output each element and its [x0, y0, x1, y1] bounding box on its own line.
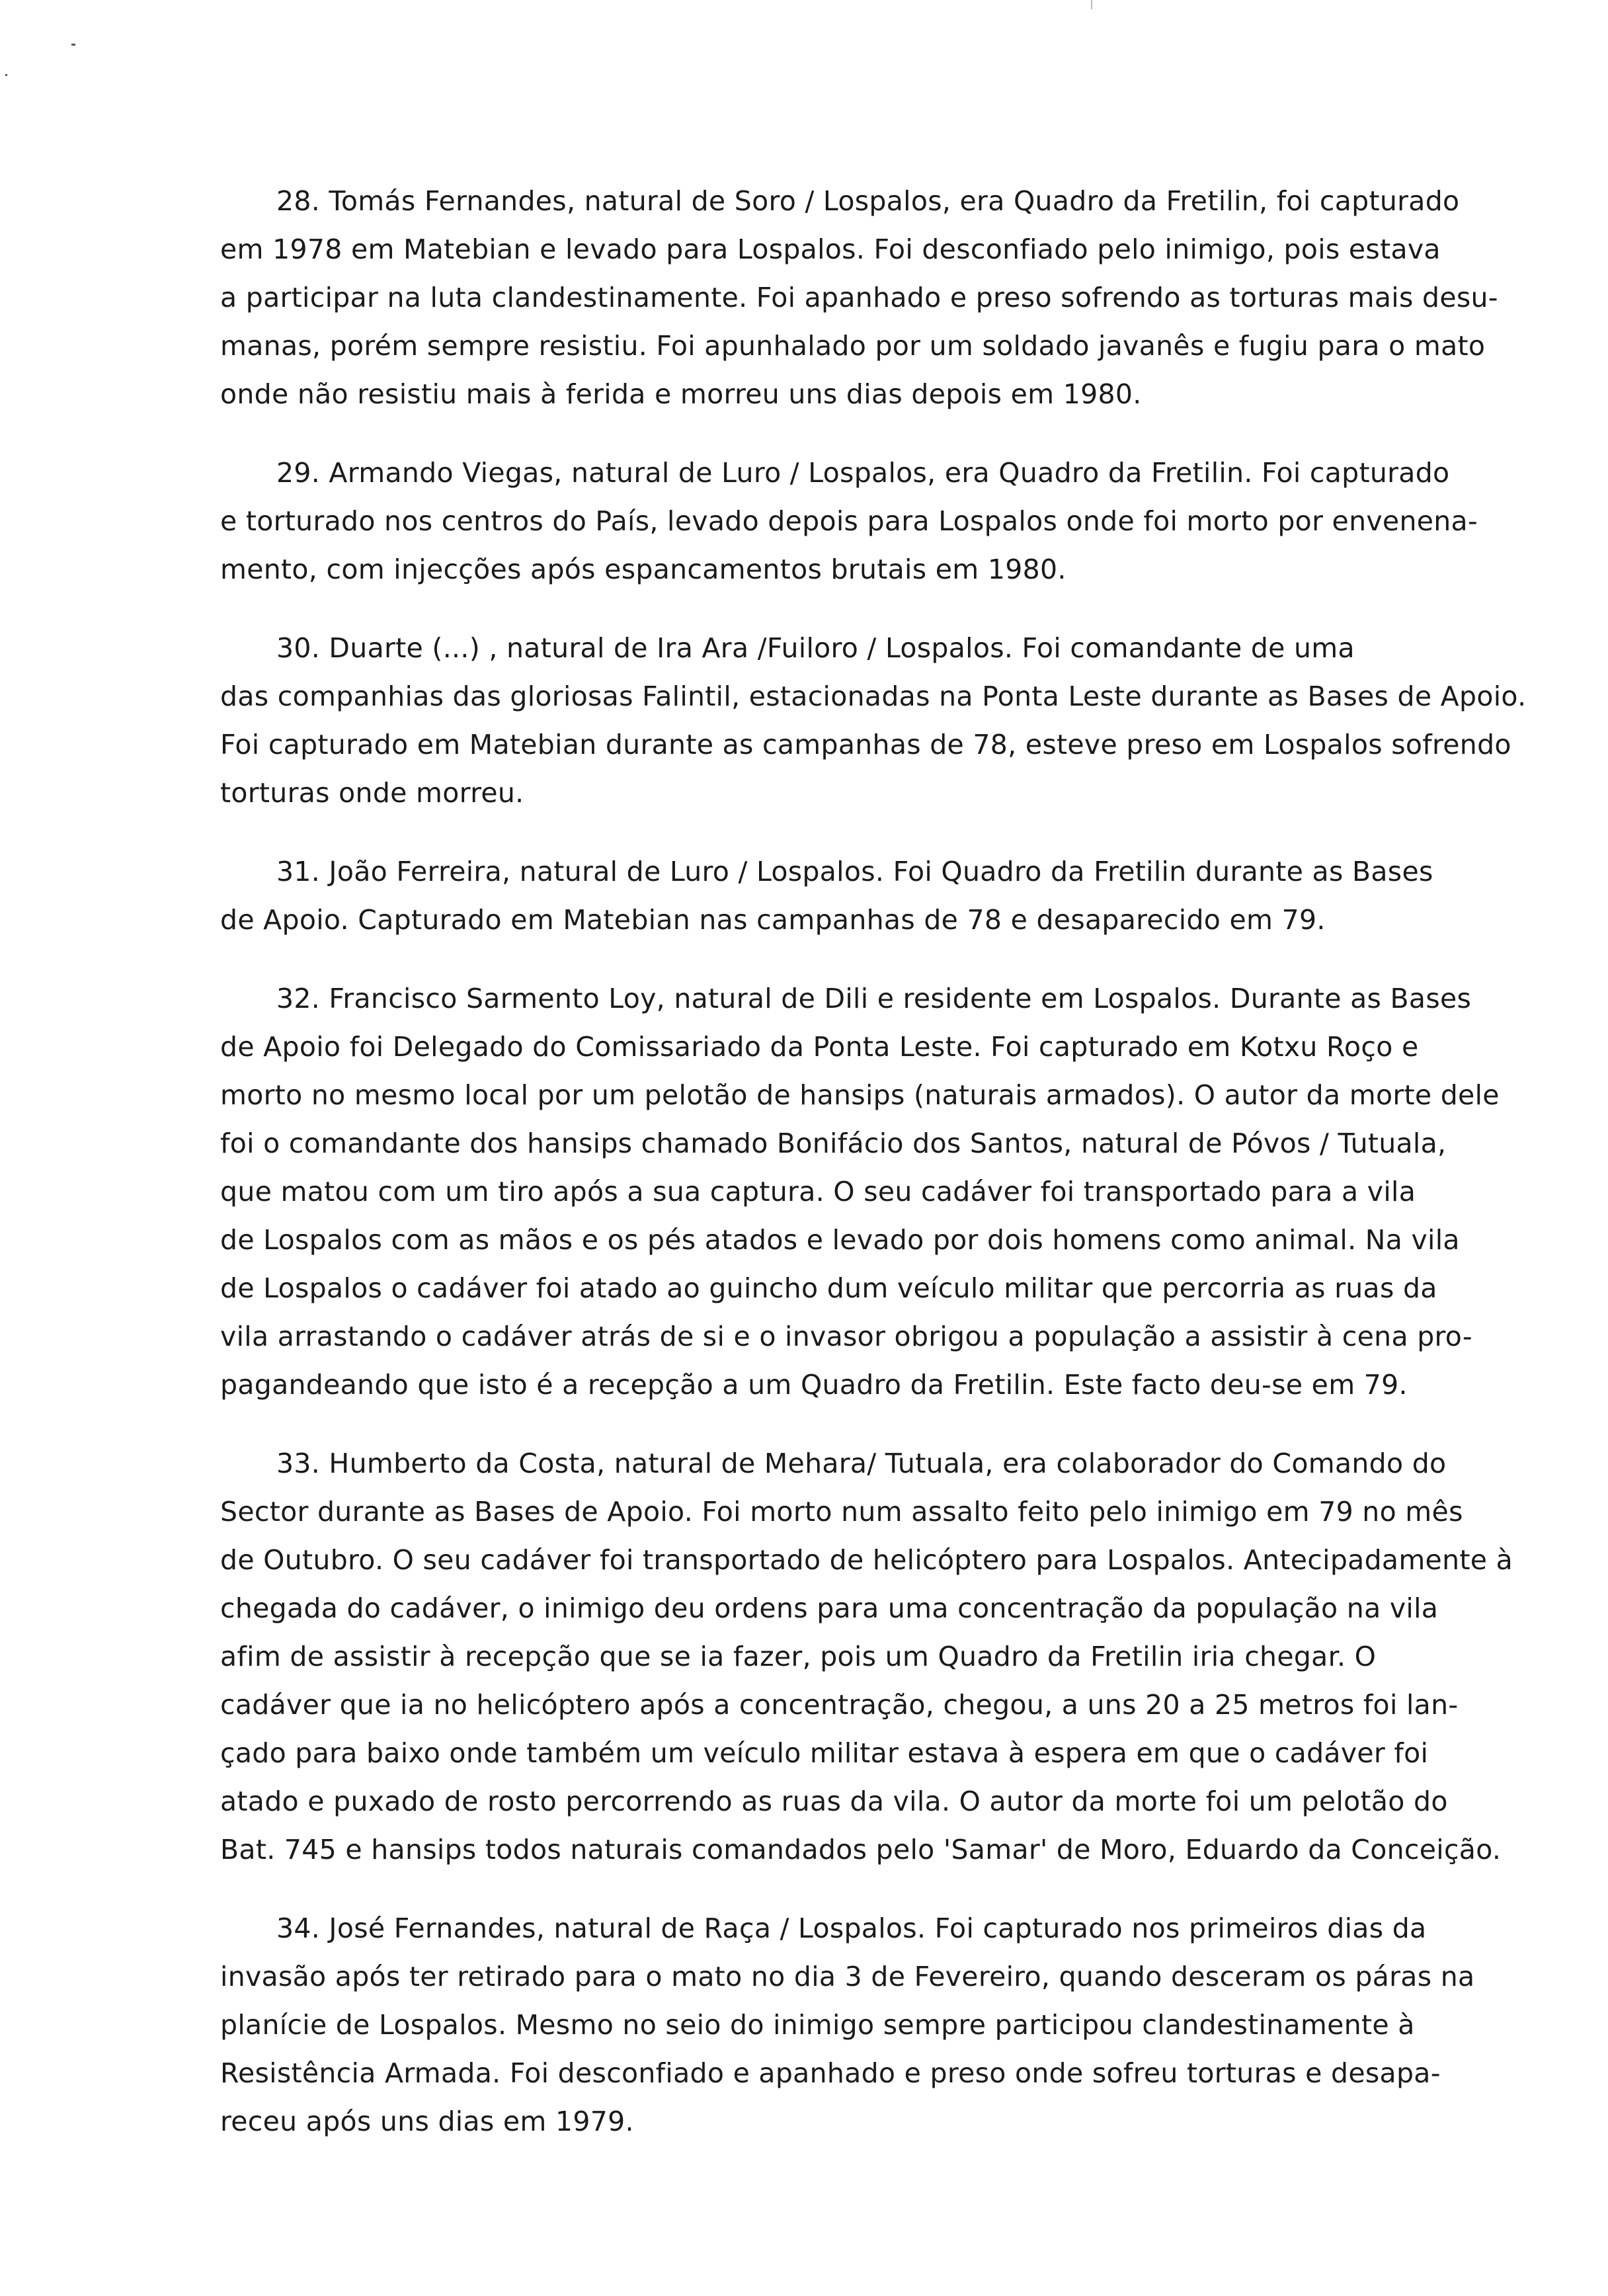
text-line: Sector durante as Bases de Apoio. Foi morto num assalto feito pelo inimigo em 79 no mês — [220, 1496, 1463, 1528]
text-line: receu após uns dias em 1979. — [220, 2106, 634, 2137]
entry-34 — [220, 1905, 1556, 2146]
text-line: 30. Duarte (...) , natural de Ira Ara /Fuiloro / Lospalos. Foi comandante de uma — [276, 632, 1355, 664]
text-line: planície de Lospalos. Mesmo no seio do inimigo sempre participou clandestinamente à — [220, 2009, 1415, 2041]
text-line: cadáver que ia no helicóptero após a concentração, chegou, a uns 20 a 25 metros foi lan- — [220, 1689, 1459, 1721]
text-line: de Apoio foi Delegado do Comissariado da Ponta Leste. Foi capturado em Kotxu Roço e — [220, 1031, 1419, 1063]
entry-33 — [220, 1440, 1556, 1874]
text-line: 32. Francisco Sarmento Loy, natural de Dili e residente em Lospalos. Durante as Bases — [276, 983, 1472, 1014]
text-line: de Lospalos o cadáver foi atado ao guincho dum veículo militar que percorria as ruas da — [220, 1272, 1437, 1304]
text-line: e torturado nos centros do País, levado depois para Lospalos onde foi morto por envenena- — [220, 505, 1478, 537]
text-line: Bat. 745 e hansips todos naturais comandados pelo 'Samar' de Moro, Eduardo da Conceição. — [220, 1834, 1502, 1866]
text-line: 31. João Ferreira, natural de Luro / Lospalos. Foi Quadro da Fretilin durante as Bases — [276, 856, 1433, 887]
text-line: que matou com um tiro após a sua captura. O seu cadáver foi transportado para a vila — [220, 1176, 1416, 1208]
entry-31 — [220, 848, 1556, 944]
text-line: das companhias das gloriosas Falintil, estacionadas na Ponta Leste durante as Bases de Apoio. — [220, 680, 1527, 712]
text-line: vila arrastando o cadáver atrás de si e o invasor obrigou a população a assistir à cena pro- — [220, 1321, 1473, 1352]
text-line: de Outubro. O seu cadáver foi transportado de helicóptero para Lospalos. Antecipadamente à — [220, 1544, 1513, 1576]
text-line: mento, com injecções após espancamentos brutais em 1980. — [220, 554, 1066, 585]
scan-speck — [5, 74, 7, 76]
text-line: foi o comandante dos hansips chamado Bonifácio dos Santos, natural de Póvos / Tutuala, — [220, 1128, 1447, 1159]
document-body — [220, 177, 1556, 2176]
text-line: onde não resistiu mais à ferida e morreu uns dias depois em 1980. — [220, 378, 1142, 410]
text-line: de Apoio. Capturado em Matebian nas campanhas de 78 e desaparecido em 79. — [220, 904, 1326, 936]
text-line: chegada do cadáver, o inimigo deu ordens para uma concentração da população na vila — [220, 1592, 1439, 1624]
entry-28 — [220, 177, 1556, 419]
text-line: çado para baixo onde também um veículo militar estava à espera em que o cadáver foi — [220, 1737, 1429, 1769]
text-line: de Lospalos com as mãos e os pés atados e levado por dois homens como animal. Na vila — [220, 1224, 1460, 1256]
text-line: pagandeando que isto é a recepção a um Quadro da Fretilin. Este facto deu-se em 79. — [220, 1369, 1408, 1401]
scan-edge-mark — [1091, 0, 1092, 9]
text-line: torturas onde morreu. — [220, 777, 524, 809]
text-line: afim de assistir à recepção que se ia fazer, pois um Quadro da Fretilin iria chegar. O — [220, 1641, 1377, 1672]
text-line: 33. Humberto da Costa, natural de Mehara/ Tutuala, era colaborador do Comando do — [276, 1448, 1447, 1479]
text-line: Foi capturado em Matebian durante as campanhas de 78, esteve preso em Lospalos sofrendo — [220, 729, 1511, 760]
scan-speck — [71, 44, 75, 46]
text-line: a participar na luta clandestinamente. Foi apanhado e preso sofrendo as torturas mais desu- — [220, 282, 1498, 313]
text-line: invasão após ter retirado para o mato no dia 3 de Fevereiro, quando desceram os páras na — [220, 1961, 1475, 1992]
text-line: Resistência Armada. Foi desconfiado e apanhado e preso onde sofreu torturas e desapa- — [220, 2057, 1441, 2089]
text-line: atado e puxado de rosto percorrendo as ruas da vila. O autor da morte foi um pelotão do — [220, 1785, 1448, 1817]
text-line: 28. Tomás Fernandes, natural de Soro / Lospalos, era Quadro da Fretilin, foi capturado — [276, 185, 1460, 217]
entry-32 — [220, 975, 1556, 1409]
entry-29 — [220, 449, 1556, 594]
text-line: 34. José Fernandes, natural de Raça / Lospalos. Foi capturado nos primeiros dias da — [276, 1912, 1427, 1944]
text-line: em 1978 em Matebian e levado para Lospalos. Foi desconfiado pelo inimigo, pois estava — [220, 233, 1441, 265]
text-line: morto no mesmo local por um pelotão de hansips (naturais armados). O autor da morte dele — [220, 1079, 1500, 1111]
entry-30 — [220, 624, 1556, 817]
text-line: 29. Armando Viegas, natural de Luro / Lospalos, era Quadro da Fretilin. Foi capturado — [276, 457, 1450, 489]
text-line: manas, porém sempre resistiu. Foi apunhalado por um soldado javanês e fugiu para o mato — [220, 330, 1486, 362]
